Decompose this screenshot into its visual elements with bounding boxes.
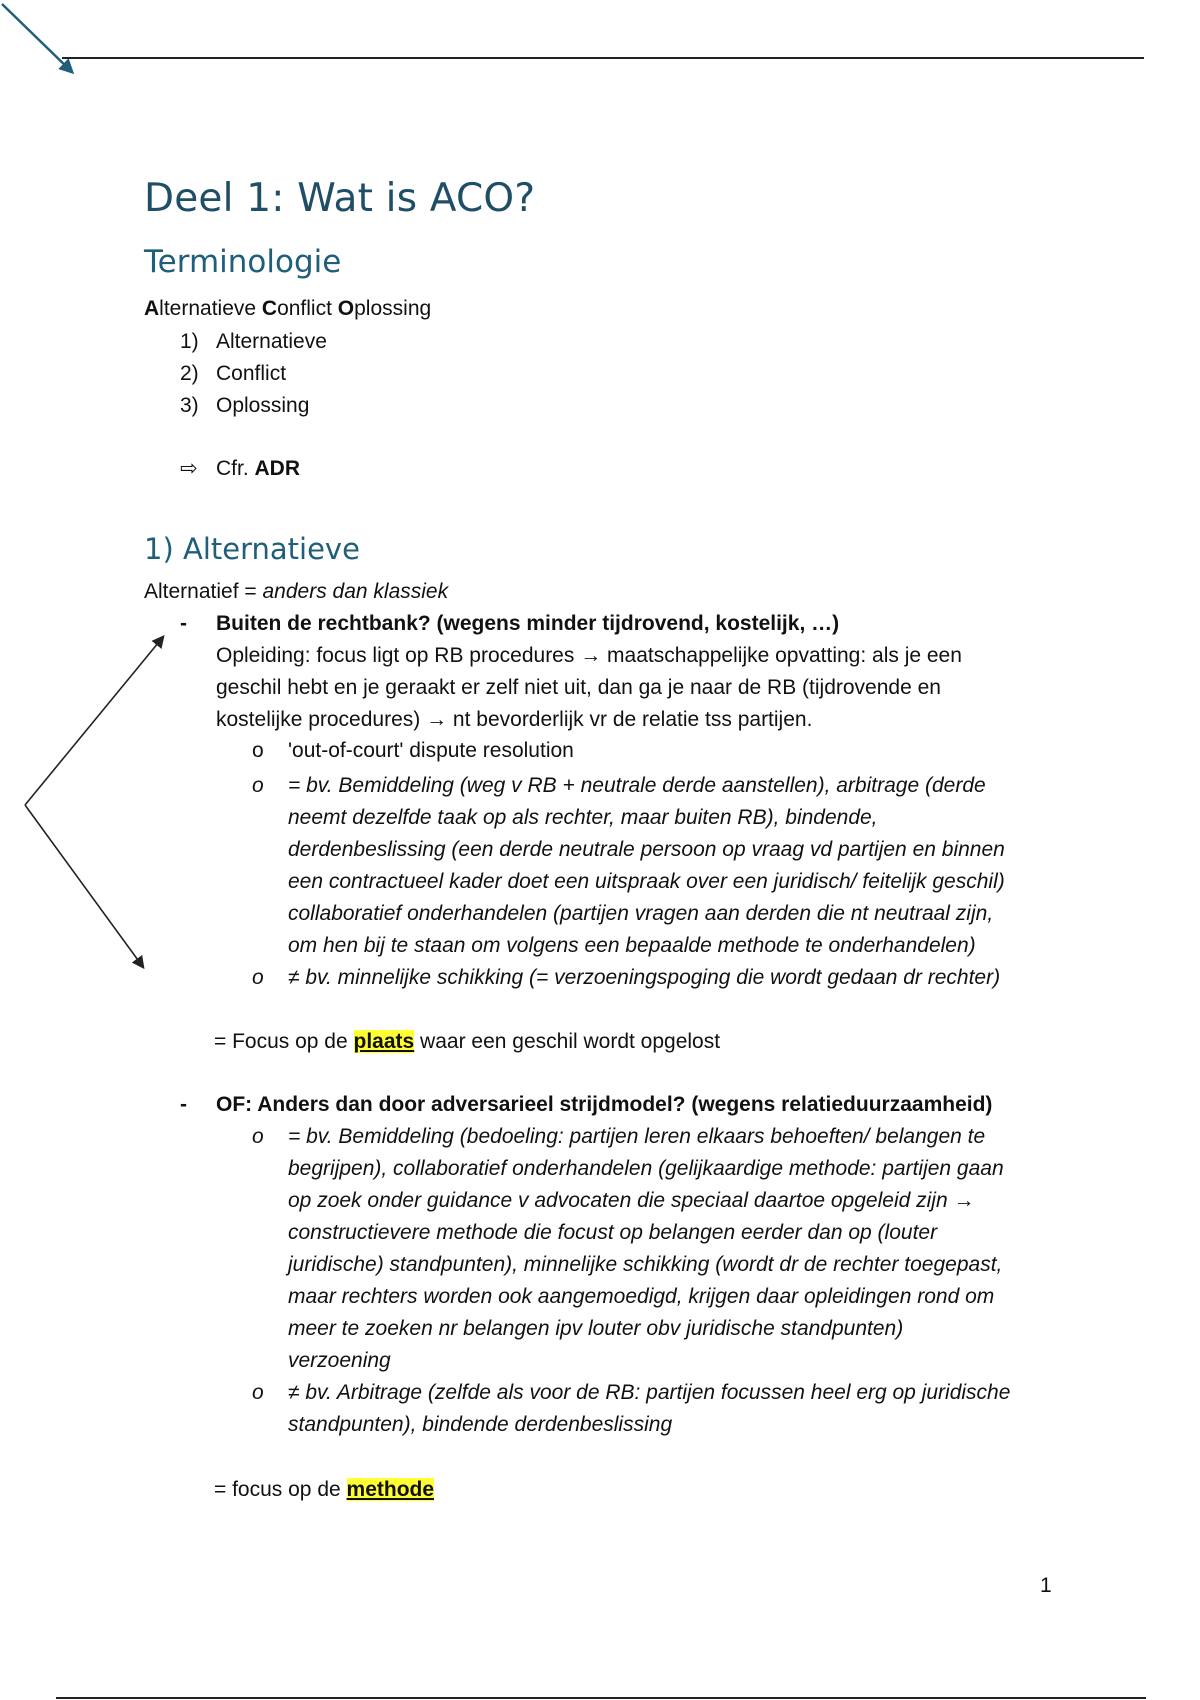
bullet-line: maar rechters worden ook aangemoedigd, krijgen daar opleidingen rond om [288,1285,995,1308]
bullet-line: een contractueel kader doet een uitspraak over een juridisch/ feitelijk geschil) [288,870,1005,893]
bullet-line: op zoek onder guidance v advocaten die speciaal daartoe opgeleid zijn → [288,1189,975,1212]
cfr-acronym: ADR [254,457,301,480]
list-item: Alternatieve [216,330,327,353]
list-number: 2) [180,362,199,385]
bullet-line: meer te zoeken nr belangen ipv louter obv juridische standpunten) [288,1317,904,1340]
cfr-prefix: Cfr. [216,457,255,480]
header-rule [62,57,1144,59]
page-number: 1 [1040,1574,1052,1597]
bullet-line: neemt dezelfde taak op als rechter, maar buiten RB), bindende, [288,806,878,829]
bullet-line: derdenbeslissing (een derde neutrale persoon op vraag vd partijen en binnen [288,838,1005,861]
bullet-line: = bv. Bemiddeling (bedoeling: partijen leren elkaars behoeften/ belangen te [288,1125,986,1148]
corner-arrow-icon [2,4,72,72]
bullet-marker: o [252,774,264,797]
focus-prefix: = focus op de [214,1478,347,1501]
arrow-right-icon: ⇨ [180,457,198,480]
acronym-letter: C [261,297,278,320]
definition-line [144,576,448,608]
bullet-line: ≠ bv. minnelijke schikking (= verzoeningspoging die wordt gedaan dr rechter) [288,966,1001,989]
list-item: Conflict [216,362,287,385]
list-number: 1) [180,330,199,353]
bullet-line: begrijpen), collaboratief onderhandelen (gelijkaardige methode: partijen gaan [288,1157,1004,1180]
bullet-line: standpunten), bindende derdenbeslissing [288,1413,673,1436]
definition-prefix: Alternatief = [144,580,263,603]
bracket-arrow-up-icon [25,637,163,805]
bullet-line: om hen bij te staan om volgens een bepaalde methode te onderhandelen) [288,934,976,957]
paragraph-line: geschil hebt en je geraakt er zelf niet uit, dan ga je naar de RB (tijdrovende en [216,676,941,699]
bullet-marker: o [252,1381,264,1404]
acronym-letter: A [144,297,160,320]
bullet-line: ≠ bv. Arbitrage (zelfde als voor de RB: partijen focussen heel erg op juridische [288,1381,1011,1404]
section-heading-alternatieve: 1) Alternatieve [144,532,360,566]
list-number: 3) [180,394,199,417]
paragraph-line: Opleiding: focus ligt op RB procedures → maatschappelijke opvatting: als je een [216,644,962,667]
bullet-line: collaboratief onderhandelen (partijen vragen aan derden die nt neutraal zijn, [288,902,994,925]
paragraph-line: kostelijke procedures) → nt bevorderlijk vr de relatie tss partijen. [216,708,813,731]
bullet-marker: o [252,739,264,762]
footer-rule [56,1697,1146,1699]
definition-text: anders dan klassiek [262,580,449,603]
focus-highlight: methode [346,1478,435,1501]
acronym-rest: onflict [277,297,338,320]
bullet-line: juridische) standpunten), minnelijke schikking (wordt dr de rechter toegepast, [288,1253,1003,1276]
focus-line [214,1026,720,1058]
page-title: Deel 1: Wat is ACO? [144,176,536,221]
bullet-line: 'out-of-court' dispute resolution [288,739,574,762]
acronym-rest: lternatieve [159,297,262,320]
bullet-line: = bv. Bemiddeling (weg v RB + neutrale derde aanstellen), arbitrage (derde [288,774,986,797]
acronym-line [144,293,431,325]
bracket-arrow-down-icon [25,805,143,967]
bullet-line: constructievere methode die focust op belangen eerder dan op (louter [288,1221,938,1244]
cfr-line [216,453,300,485]
focus-prefix: = Focus op de [214,1030,354,1053]
focus-line [214,1474,434,1506]
section-heading-terminology: Terminologie [144,244,342,280]
list-item: Oplossing [216,394,310,417]
focus-suffix: waar een geschil wordt opgelost [414,1030,721,1053]
item-title: Buiten de rechtbank? (wegens minder tijdrovend, kostelijk, …) [216,612,840,635]
focus-highlight: plaats [353,1030,415,1053]
bullet-line: verzoening [288,1349,391,1372]
item-title: OF: Anders dan door adversarieel strijdmodel? (wegens relatieduurzaamheid) [216,1093,993,1116]
acronym-letter: O [337,297,355,320]
bullet-marker: o [252,966,264,989]
bullet-marker: o [252,1125,264,1148]
list-dash: - [180,612,187,635]
acronym-rest: plossing [354,297,432,320]
list-dash: - [180,1093,187,1116]
